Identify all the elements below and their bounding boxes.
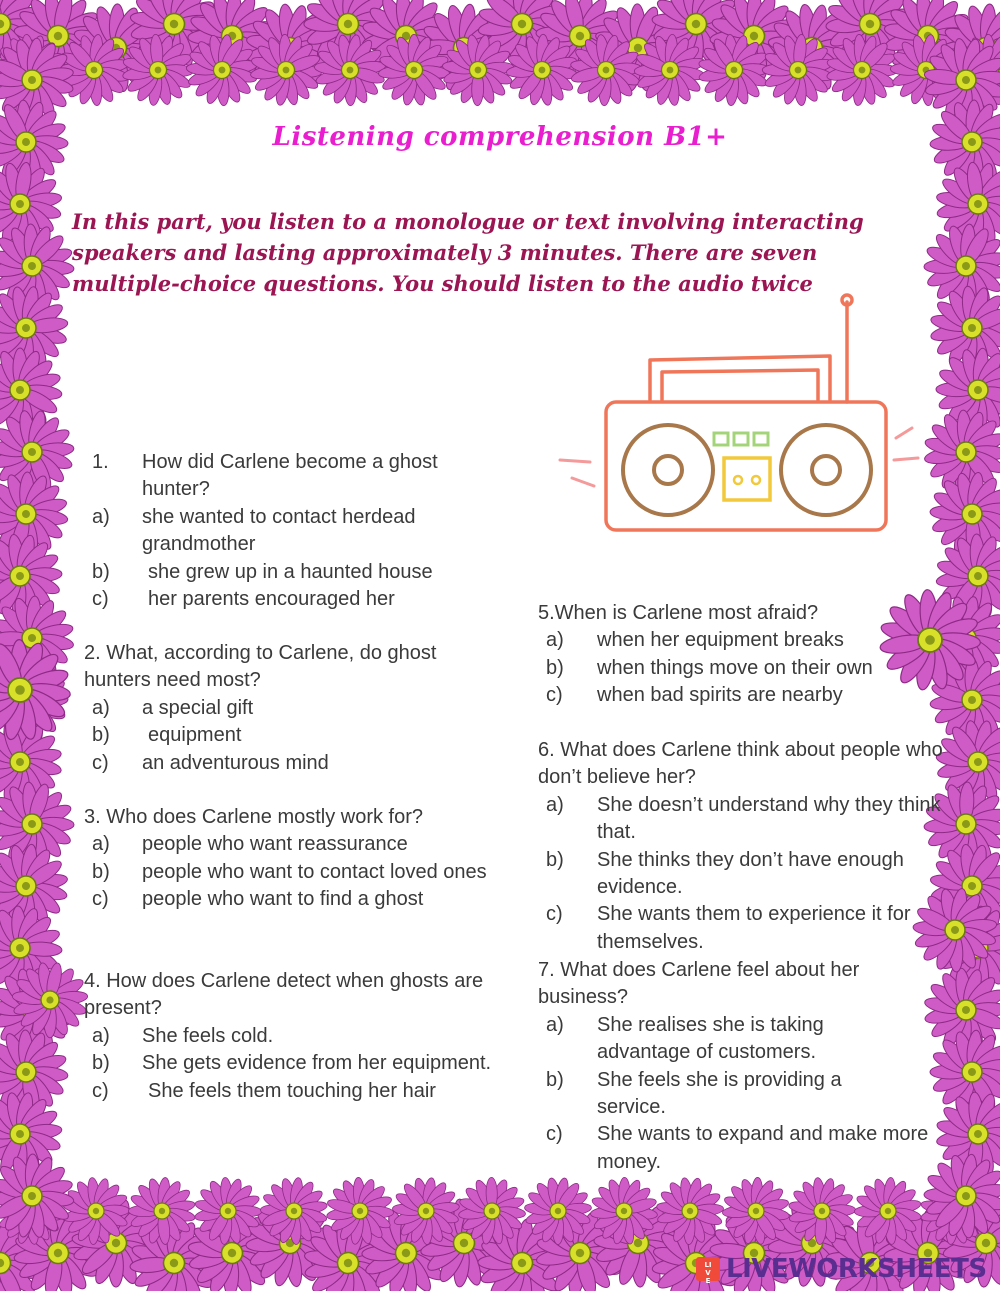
question-4 bbox=[84, 968, 494, 1105]
answer-option[interactable]: she wanted to contact herdead grandmother bbox=[142, 505, 416, 556]
answer-option[interactable]: She wants to expand and make more money. bbox=[597, 1123, 929, 1173]
question-stem: 2. What, according to Carlene, do ghost hunters need most? bbox=[84, 642, 437, 692]
answer-option[interactable]: an adventurous mind bbox=[142, 751, 329, 774]
answer-option[interactable]: people who want to find a ghost bbox=[142, 888, 424, 911]
answer-option[interactable]: people who want reassurance bbox=[142, 833, 408, 856]
answer-option[interactable]: when things move on their own bbox=[597, 656, 873, 679]
question-stem: How did Carlene become a ghost hunter? bbox=[142, 451, 438, 501]
option-label[interactable]: c) bbox=[92, 751, 109, 774]
answer-option[interactable]: She realises she is taking advantage of customers. bbox=[597, 1013, 824, 1064]
question-stem: 5.When is Carlene most afraid? bbox=[538, 602, 819, 624]
answer-option[interactable]: She thinks they don’t have enough evidence. bbox=[597, 848, 904, 899]
question-6 bbox=[538, 737, 943, 956]
answer-option[interactable]: She feels cold. bbox=[142, 1024, 274, 1047]
question-7 bbox=[538, 957, 943, 1176]
worksheet-title: Listening comprehension B1+ bbox=[272, 122, 728, 152]
option-label[interactable]: b) bbox=[92, 724, 110, 747]
option-label[interactable]: b) bbox=[92, 1052, 110, 1075]
option-label[interactable]: a) bbox=[546, 629, 564, 652]
answer-option[interactable]: people who want to contact loved ones bbox=[142, 860, 487, 883]
answer-option[interactable]: when her equipment breaks bbox=[597, 629, 844, 652]
instructions-text: In this part, you listen to a monologue or text involving interacting speakers and lasting approximately 3 minutes. There are seven multiple-choice questions. You should listen to the audio twice bbox=[72, 209, 864, 296]
option-label[interactable]: a) bbox=[92, 505, 110, 528]
option-label[interactable]: b) bbox=[92, 860, 110, 883]
question-number: 1. bbox=[92, 451, 109, 473]
answer-option[interactable]: She feels them touching her hair bbox=[148, 1079, 436, 1102]
answer-option[interactable]: She wants them to experience it for themselves. bbox=[597, 903, 911, 953]
question-3 bbox=[84, 804, 494, 914]
answer-option[interactable]: She doesn’t understand why they think that. bbox=[597, 793, 941, 844]
option-label[interactable]: c) bbox=[92, 888, 109, 911]
boombox-radio-icon bbox=[550, 290, 930, 540]
question-stem: 4. How does Carlene detect when ghosts are present? bbox=[84, 970, 484, 1020]
option-label[interactable]: c) bbox=[92, 588, 109, 611]
answer-option[interactable]: she grew up in a haunted house bbox=[148, 560, 433, 583]
answer-option[interactable]: a special gift bbox=[142, 696, 254, 719]
answer-option[interactable]: She gets evidence from her equipment. bbox=[142, 1052, 492, 1075]
option-label[interactable]: b) bbox=[546, 848, 564, 871]
option-label[interactable]: b) bbox=[92, 560, 110, 583]
option-label[interactable]: c) bbox=[92, 1079, 109, 1102]
option-label[interactable]: c) bbox=[546, 684, 563, 707]
liveworksheets-icon bbox=[696, 1257, 720, 1285]
answer-option[interactable]: her parents encouraged her bbox=[148, 588, 395, 611]
option-label[interactable]: a) bbox=[546, 793, 564, 816]
option-label[interactable]: a) bbox=[92, 833, 110, 856]
option-label[interactable]: a) bbox=[92, 696, 110, 719]
option-label[interactable]: b) bbox=[546, 1068, 564, 1091]
question-2 bbox=[84, 640, 494, 777]
question-stem: 6. What does Carlene think about people who don’t believe her? bbox=[538, 739, 943, 789]
option-label[interactable]: c) bbox=[546, 1123, 563, 1146]
logo-icon-text: LIVE bbox=[704, 1261, 712, 1285]
option-label[interactable]: a) bbox=[92, 1024, 110, 1047]
option-label[interactable]: a) bbox=[546, 1013, 564, 1036]
answer-option[interactable]: when bad spirits are nearby bbox=[597, 684, 843, 707]
answer-option[interactable]: equipment bbox=[148, 724, 242, 747]
question-5 bbox=[538, 600, 938, 710]
liveworksheets-logo bbox=[696, 1254, 992, 1284]
question-stem: 7. What does Carlene feel about her business? bbox=[538, 959, 860, 1009]
answer-option[interactable]: She feels she is providing a service. bbox=[597, 1068, 842, 1119]
question-1 bbox=[92, 449, 492, 613]
option-label[interactable]: b) bbox=[546, 656, 564, 679]
question-stem: 3. Who does Carlene mostly work for? bbox=[84, 806, 424, 828]
liveworksheets-wordmark: LIVEWORKSHEETS bbox=[726, 1254, 987, 1284]
option-label[interactable]: c) bbox=[546, 903, 563, 926]
